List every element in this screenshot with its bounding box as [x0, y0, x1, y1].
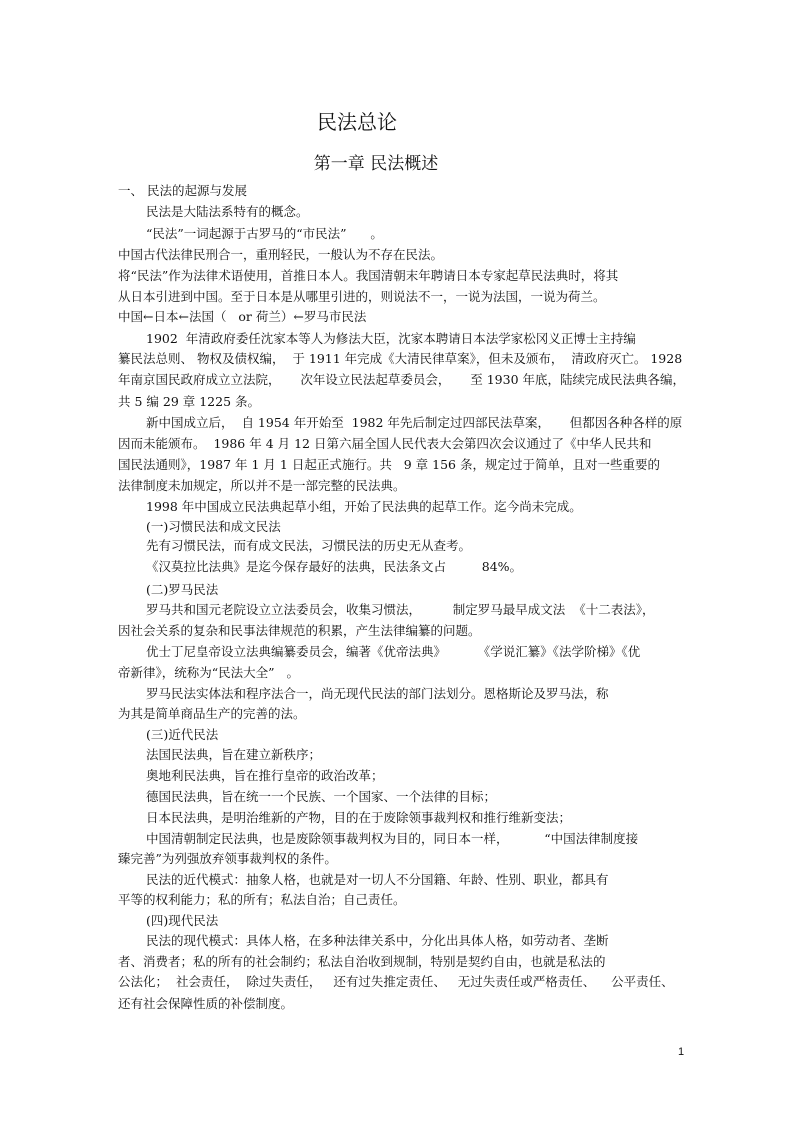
text-line: 德国民法典，旨在统一一个民族、一个国家、一个法律的目标；: [146, 789, 497, 804]
text-line: 中国←日本←法国（ or 荷兰）←罗马市民法: [118, 309, 367, 324]
section-heading: 一、 民法的起源与发展: [118, 183, 247, 198]
text-line: 中国清朝制定民法典，也是废除领事裁判权为目的，同日本一样， “中国法律制度接: [146, 831, 639, 846]
text-line: 民法的现代模式：具体人格，在多种法律关系中，分化出具体人格，如劳动者、垄断: [146, 933, 609, 948]
text-line: 罗马共和国元老院设立立法委员会，收集习惯法， 制定罗马最早成文法 《十二表法》，: [146, 602, 655, 617]
subsection-heading: (二)罗马民法: [146, 582, 219, 597]
text-line: 年南京国民政府成立立法院， 次年设立民法起草委员会， 至 1930 年底，陆续完成民法典各编，: [118, 372, 685, 387]
text-line: 罗马民法实体法和程序法合一，尚无现代民法的部门法划分。恩格斯论及罗马法，称: [146, 686, 609, 701]
text-line: 优士丁尼皇帝设立法典编纂委员会，编著《优帝法典》 《学说汇纂》《法学阶梯》《优: [146, 644, 641, 659]
text-line: 纂民法总则、 物权及债权编， 于 1911 年完成《大清民律草案》，但未及颁布， 清政府灭亡。 1928: [118, 351, 683, 366]
text-line: 还有社会保障性质的补偿制度。: [118, 996, 294, 1011]
text-line: 帝新律》，统称为“民法大全” 。: [118, 665, 299, 680]
text-line: 从日本引进到中国。至于日本是从哪里引进的，则说法不一，一说为法国，一说为荷兰。: [118, 289, 606, 304]
text-line: 民法的近代模式：抽象人格，也就是对一切人不分国籍、年龄、性别、职业，都具有: [146, 872, 609, 887]
text-line: “民法”一词起源于古罗马的“市民法” 。: [146, 226, 383, 241]
page-number: 1: [678, 1046, 685, 1058]
text-line: 国民法通则》，1987 年 1 月 1 日起正式施行。共 9 章 156 条，规定过于简单，且对一些重要的: [118, 457, 660, 472]
text-line: 因社会关系的复杂和民事法律规范的积累，产生法律编纂的问题。: [118, 623, 481, 638]
text-line: 者、消费者；私的所有的社会制约；私法自治收到规制，特别是契约自由，也就是私法的: [118, 954, 606, 969]
text-line: 奥地利民法典，旨在推行皇帝的政治改革；: [146, 768, 384, 783]
text-line: 先有习惯民法，而有成文民法，习惯民法的历史无从查考。: [146, 538, 472, 553]
text-line: 《汉莫拉比法典》是迄今保存最好的法典，民法条文占 84%。: [146, 559, 523, 574]
text-line: 法国民法典，旨在建立新秩序；: [146, 747, 322, 762]
text-line: 民法是大陆法系特有的概念。: [146, 204, 309, 219]
document-title: 民法总论: [317, 110, 397, 134]
text-line: 新中国成立后， 自 1954 年开始至 1982 年先后制定过四部民法草案， 但都因各种各样的原: [146, 415, 683, 430]
chapter-heading: 第一章 民法概述: [313, 154, 439, 174]
text-line: 臻完善”为列强放弃领事裁判权的条件。: [118, 851, 337, 866]
subsection-heading: (一)习惯民法和成文民法: [146, 519, 281, 534]
subsection-heading: (四)现代民法: [146, 913, 219, 928]
text-line: 平等的权利能力；私的所有；私法自治；自己责任。: [118, 892, 406, 907]
text-line: 中国古代法律民刑合一，重刑轻民，一般认为不存在民法。: [118, 247, 444, 262]
text-line: 法律制度未加规定，所以并不是一部完整的民法典。: [118, 478, 406, 493]
text-line: 1902 年清政府委任沈家本等人为修法大臣，沈家本聘请日本法学家松冈义正博士主持编: [146, 331, 636, 346]
text-line: 共 5 编 29 章 1225 条。: [118, 394, 261, 409]
subsection-heading: (三)近代民法: [146, 727, 219, 742]
text-line: 1998 年中国成立民法典起草小组，开始了民法典的起草工作。迄今尚未完成。: [146, 499, 582, 514]
text-line: 日本民法典，是明治维新的产物，目的在于废除领事裁判权和推行维新变法；: [146, 810, 572, 825]
text-line: 为其是简单商品生产的完善的法。: [118, 706, 306, 721]
text-line: 因而未能颁布。 1986 年 4 月 12 日第六届全国人民代表大会第四次会议通过了《中华人民共和: [118, 436, 652, 451]
text-line: 将“民法”作为法律术语使用，首推日本人。我国清朝末年聘请日本专家起草民法典时，将其: [118, 268, 619, 283]
text-line: 公法化； 社会责任， 除过失责任， 还有过失推定责任、 无过失责任或严格责任、 公平责任、: [118, 974, 674, 989]
